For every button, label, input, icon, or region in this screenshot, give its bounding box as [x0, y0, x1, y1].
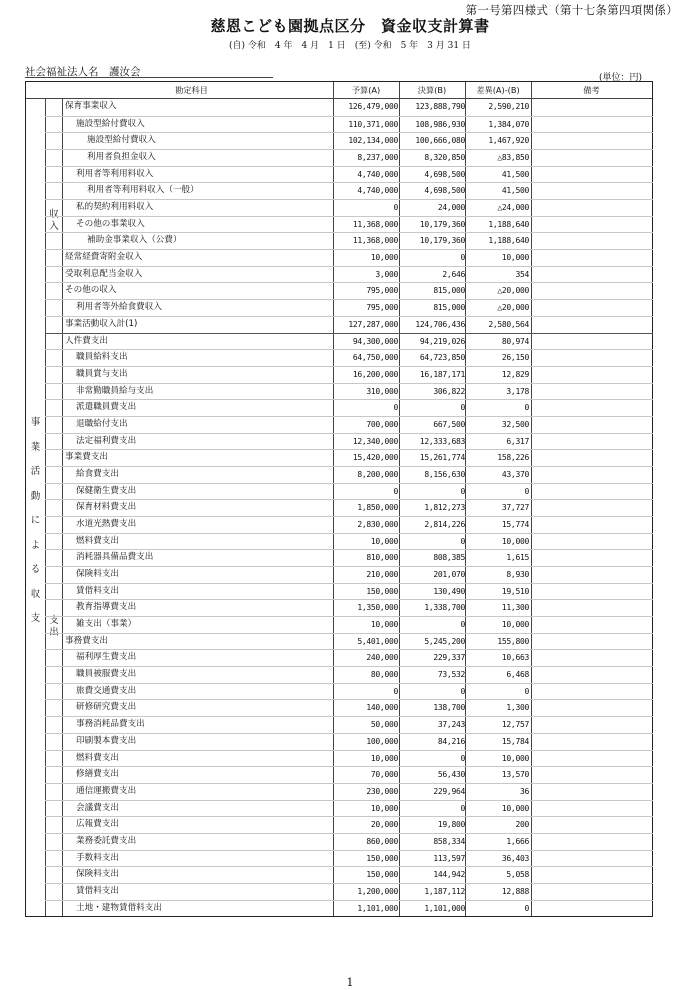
budget-value: 70,000 [370, 770, 398, 780]
diff-value: 1,615 [506, 553, 529, 563]
budget-value: 2,830,000 [357, 520, 398, 529]
account-name: 会議費支出 [76, 802, 119, 813]
table-row [45, 232, 653, 249]
table-row [45, 883, 653, 900]
unit-label: (単位：円) [598, 73, 642, 83]
actual-value: 667,500 [433, 419, 465, 429]
diff-value: 0 [524, 686, 529, 696]
account-name: その他の収入 [65, 285, 117, 296]
page-number: 1 [346, 976, 354, 989]
table-row [45, 866, 653, 883]
expense-label: 支 出 [49, 615, 59, 638]
table-row [45, 216, 653, 233]
account-name: 施設型給付費収入 [87, 135, 156, 146]
actual-value: 201,070 [433, 570, 465, 580]
table-row [45, 249, 653, 266]
table-row [45, 149, 653, 166]
actual-value: 64,723,850 [419, 353, 465, 363]
table-row [45, 833, 653, 850]
budget-value: 0 [393, 686, 398, 696]
account-name: 経常経費寄附金収入 [65, 252, 143, 263]
account-name: 保健衛生費支出 [76, 485, 137, 496]
account-name: 事業活動収入計(1) [65, 318, 138, 329]
account-name: 雑支出（事業） [76, 619, 137, 630]
actual-value: 0 [460, 686, 465, 696]
diff-value: 354 [515, 269, 529, 279]
actual-value: 1,812,273 [424, 503, 465, 513]
table-row [45, 549, 653, 566]
page-title: 慈恩こども園拠点区分 資金収支計算書 [210, 17, 490, 35]
diff-value: △24,000 [497, 203, 529, 213]
diff-value: 0 [524, 403, 529, 413]
actual-value: 4,698,500 [424, 169, 465, 179]
budget-value: 810,000 [366, 553, 398, 563]
account-name: 施設型給付費収入 [76, 118, 145, 129]
actual-value: 12,333,683 [419, 436, 465, 446]
diff-value: 41,500 [501, 169, 529, 179]
diff-value: 0 [524, 486, 529, 496]
account-name: 広報費支出 [76, 819, 119, 830]
budget-value: 4,740,000 [357, 186, 398, 196]
table-row [45, 533, 653, 550]
diff-value: 10,000 [501, 253, 529, 263]
fiscal-period: (自) 令和 4 年 4 月 1 日 (至) 令和 5 年 3 月 31 日 [229, 41, 471, 51]
account-name: 研修研究費支出 [76, 702, 137, 713]
diff-value: △83,850 [497, 153, 529, 163]
account-name: 賃借料支出 [76, 585, 119, 596]
diff-value: 36 [519, 786, 529, 796]
account-name: 保育事業収入 [65, 101, 117, 111]
actual-value: 808,385 [433, 553, 465, 563]
actual-value: 10,179,360 [419, 236, 465, 246]
budget-value: 140,000 [366, 703, 398, 713]
diff-value: 0 [524, 903, 529, 913]
actual-value: 0 [460, 403, 465, 413]
actual-value: 0 [460, 486, 465, 496]
table-row [45, 433, 653, 450]
budget-value: 100,000 [366, 736, 398, 746]
budget-value: 4,740,000 [357, 169, 398, 179]
account-name: 土地・建物賃借料支出 [76, 902, 162, 913]
table-row [45, 399, 653, 416]
diff-value: 15,784 [501, 736, 529, 746]
budget-value: 310,000 [366, 386, 398, 396]
table-row [45, 516, 653, 533]
account-name: 受取利息配当金収入 [65, 268, 143, 279]
budget-value: 150,000 [366, 870, 398, 880]
diff-value: 13,570 [501, 770, 529, 780]
diff-value: 10,000 [501, 753, 529, 763]
section-label: 事 業 活 動 に よ る 収 支 [30, 417, 41, 624]
table-row [45, 166, 653, 183]
budget-value: 1,350,000 [357, 603, 398, 613]
budget-value: 210,000 [366, 570, 398, 580]
diff-value: 5,058 [506, 870, 529, 880]
diff-value: 10,663 [501, 653, 529, 663]
actual-value: 0 [460, 620, 465, 630]
diff-value: 1,467,920 [488, 136, 529, 146]
diff-value: 155,800 [497, 636, 529, 646]
account-name: 事業費支出 [65, 452, 108, 463]
actual-value: 1,187,112 [424, 886, 465, 896]
diff-value: 2,590,210 [488, 102, 529, 111]
budget-value: 16,200,000 [352, 369, 398, 379]
budget-value: 150,000 [366, 853, 398, 863]
table-row [45, 666, 653, 683]
diff-value: 12,757 [501, 720, 529, 730]
actual-value: 8,156,630 [424, 469, 465, 479]
table-row [45, 750, 653, 767]
account-name: 利用者等外給食費収入 [76, 302, 162, 313]
table-row [45, 282, 653, 299]
budget-value: 20,000 [370, 820, 398, 830]
budget-value: 126,479,000 [348, 102, 398, 111]
table-row [45, 182, 653, 199]
diff-value: 26,150 [501, 353, 529, 363]
account-name: 私的契約利用料収入 [76, 202, 154, 213]
table-row [45, 132, 653, 149]
budget-value: 1,101,000 [357, 903, 398, 913]
actual-value: 24,000 [437, 203, 465, 213]
budget-value: 10,000 [370, 536, 398, 546]
actual-value: 94,219,026 [419, 336, 465, 346]
account-name: 業務委託費支出 [76, 835, 137, 846]
account-name: 教育指導費支出 [76, 602, 137, 613]
table-row [45, 599, 653, 616]
actual-value: 16,187,171 [419, 369, 465, 379]
header-remarks: 備考 [583, 85, 600, 95]
account-name: 通信運搬費支出 [76, 785, 137, 796]
account-name: 非常勤職員給与支出 [76, 385, 154, 396]
budget-value: 0 [393, 403, 398, 413]
diff-value: 1,300 [506, 703, 529, 713]
table-row [45, 699, 653, 716]
diff-value: 11,300 [501, 603, 529, 613]
table-row [45, 499, 653, 516]
actual-value: 108,986,930 [415, 119, 465, 129]
actual-value: 5,245,200 [424, 636, 465, 646]
account-name: 燃料費支出 [76, 535, 119, 546]
income-label: 収 入 [49, 209, 59, 232]
account-name: 水道光熱費支出 [76, 519, 137, 529]
budget-value: 3,000 [375, 269, 398, 279]
account-name: 修繕費支出 [76, 769, 119, 780]
budget-value: 110,371,000 [348, 119, 398, 129]
budget-value: 700,000 [366, 419, 398, 429]
actual-value: 8,320,850 [424, 153, 465, 163]
actual-value: 229,964 [433, 786, 465, 796]
actual-value: 4,698,500 [424, 186, 465, 196]
actual-value: 37,243 [437, 720, 465, 730]
diff-value: 32,500 [501, 419, 529, 429]
diff-value: 80,974 [501, 336, 529, 346]
table-row [45, 366, 653, 383]
diff-value: 158,226 [497, 453, 529, 463]
diff-value: 200 [515, 820, 529, 830]
diff-value: 1,188,640 [488, 219, 529, 229]
table-row [45, 583, 653, 600]
account-name: 利用者負担金収入 [87, 152, 156, 163]
actual-value: 0 [460, 253, 465, 263]
account-name: 退職給付支出 [76, 418, 128, 429]
budget-value: 0 [393, 486, 398, 496]
account-name: 保険料支出 [76, 569, 119, 580]
account-name: 賃借料支出 [76, 885, 119, 896]
diff-value: 10,000 [501, 536, 529, 546]
budget-value: 102,134,000 [348, 136, 398, 146]
account-name: 印刷製本費支出 [76, 735, 137, 746]
account-name: 保険料支出 [76, 869, 119, 880]
actual-value: 2,814,226 [424, 520, 465, 529]
diff-value: 12,888 [501, 886, 529, 896]
account-name: 職員賞与支出 [76, 368, 128, 379]
budget-value: 11,368,000 [352, 236, 398, 246]
table-row [45, 649, 653, 666]
table-row [45, 266, 653, 283]
actual-value: 1,101,000 [424, 903, 465, 913]
budget-value: 1,850,000 [357, 503, 398, 513]
actual-value: 84,216 [437, 736, 465, 746]
actual-value: 123,888,790 [415, 102, 465, 111]
diff-value: △20,000 [497, 286, 529, 296]
table-row [45, 783, 653, 800]
actual-value: 0 [460, 536, 465, 546]
account-name: 燃料費支出 [76, 752, 119, 763]
account-name: 保育材料費支出 [76, 502, 137, 513]
budget-value: 50,000 [370, 720, 398, 730]
diff-value: △20,000 [497, 303, 529, 313]
account-name: その他の事業収入 [76, 218, 145, 229]
budget-value: 80,000 [370, 670, 398, 680]
actual-value: 229,337 [433, 653, 465, 663]
header-item: 勘定科目 [175, 85, 208, 95]
budget-value: 5,401,000 [357, 636, 398, 646]
table-row [45, 483, 653, 500]
budget-value: 10,000 [370, 253, 398, 263]
diff-value: 37,727 [501, 503, 529, 513]
account-name: 法定福利費支出 [76, 435, 137, 446]
diff-value: 41,500 [501, 186, 529, 196]
actual-value: 15,261,774 [419, 453, 465, 463]
table-row [45, 333, 653, 350]
corporation-underline [25, 77, 273, 78]
table-row [45, 800, 653, 817]
diff-value: 6,317 [506, 436, 529, 446]
table-row [45, 416, 653, 433]
corporation-name: 社会福祉法人名 護汝会 [25, 66, 141, 78]
actual-value: 56,430 [437, 770, 465, 780]
diff-value: 1,188,640 [488, 236, 529, 246]
form-id: 第一号第四様式（第十七条第四項関係） [465, 3, 678, 17]
actual-value: 73,532 [437, 670, 465, 680]
table-row [45, 683, 653, 700]
actual-value: 858,334 [433, 836, 465, 846]
diff-value: 43,370 [501, 469, 529, 479]
diff-value: 1,666 [506, 836, 529, 846]
actual-value: 0 [460, 803, 465, 813]
budget-value: 795,000 [366, 303, 398, 313]
budget-value: 10,000 [370, 620, 398, 630]
budget-value: 860,000 [366, 836, 398, 846]
actual-value: 124,706,436 [415, 319, 465, 329]
budget-value: 8,200,000 [357, 469, 398, 479]
budget-value: 10,000 [370, 803, 398, 813]
budget-value: 10,000 [370, 753, 398, 763]
account-name: 事務消耗品費支出 [76, 719, 145, 730]
table-row [45, 449, 653, 466]
account-name: 職員被服費支出 [76, 669, 137, 680]
table-row [45, 716, 653, 733]
table-row [45, 633, 653, 650]
diff-value: 6,468 [506, 670, 529, 680]
budget-value: 15,420,000 [352, 453, 398, 463]
table-row [45, 99, 653, 116]
actual-value: 113,597 [433, 853, 465, 863]
table-row [45, 299, 653, 316]
account-name: 職員給料支出 [76, 352, 128, 363]
budget-value: 12,340,000 [352, 436, 398, 446]
account-name: 給食費支出 [76, 468, 119, 479]
budget-value: 94,300,000 [352, 336, 398, 346]
diff-value: 10,000 [501, 803, 529, 813]
diff-value: 8,930 [506, 570, 529, 580]
account-name: 事務費支出 [65, 635, 108, 646]
account-name: 福利厚生費支出 [76, 652, 137, 663]
account-name: 旅費交通費支出 [76, 685, 137, 696]
table-row [45, 466, 653, 483]
actual-value: 10,179,360 [419, 219, 465, 229]
table-row [45, 816, 653, 833]
budget-value: 8,237,000 [357, 153, 398, 163]
table-row [45, 316, 653, 333]
budget-value: 150,000 [366, 586, 398, 596]
diff-value: 19,510 [501, 586, 529, 596]
actual-value: 815,000 [433, 286, 465, 296]
table-row [45, 116, 653, 133]
table-row [45, 766, 653, 783]
table-row [45, 850, 653, 867]
actual-value: 0 [460, 753, 465, 763]
actual-value: 19,800 [437, 820, 465, 830]
actual-value: 1,338,700 [424, 603, 465, 613]
table-row [45, 616, 653, 633]
diff-value: 12,829 [501, 369, 529, 379]
table-row [45, 900, 653, 917]
diff-value: 3,178 [506, 386, 529, 396]
actual-value: 138,700 [433, 703, 465, 713]
header-diff: 差異(A)-(B) [476, 85, 520, 95]
account-name: 消耗器具備品費支出 [76, 552, 154, 563]
budget-value: 127,287,000 [348, 319, 398, 329]
diff-value: 2,580,564 [488, 319, 529, 329]
actual-value: 306,822 [433, 386, 465, 396]
diff-value: 36,403 [501, 853, 529, 863]
account-name: 派遣職員費支出 [76, 402, 137, 413]
budget-value: 0 [393, 203, 398, 213]
budget-value: 64,750,000 [352, 353, 398, 363]
actual-value: 144,942 [433, 870, 465, 880]
budget-value: 230,000 [366, 786, 398, 796]
table-row [45, 199, 653, 216]
budget-value: 1,200,000 [357, 886, 398, 896]
header-actual: 決算(B) [417, 85, 447, 95]
actual-value: 100,666,080 [415, 136, 465, 146]
account-name: 手数料支出 [76, 852, 119, 863]
actual-value: 130,490 [433, 586, 465, 596]
diff-value: 15,774 [501, 520, 529, 529]
diff-value: 1,384,070 [488, 119, 529, 129]
actual-value: 815,000 [433, 303, 465, 313]
account-name: 人件費支出 [65, 335, 108, 346]
table-row [45, 383, 653, 400]
budget-value: 240,000 [366, 653, 398, 663]
table-row [45, 733, 653, 750]
table-row [45, 566, 653, 583]
header-budget: 予算(A) [351, 85, 381, 95]
actual-value: 2,646 [442, 269, 465, 279]
diff-value: 10,000 [501, 620, 529, 630]
account-name: 利用者等利用料収入（一般） [87, 185, 199, 196]
account-name: 補助金事業収入（公費） [87, 235, 182, 246]
table-row [45, 349, 653, 366]
account-name: 利用者等利用料収入 [76, 168, 154, 179]
budget-value: 11,368,000 [352, 219, 398, 229]
budget-value: 795,000 [366, 286, 398, 296]
